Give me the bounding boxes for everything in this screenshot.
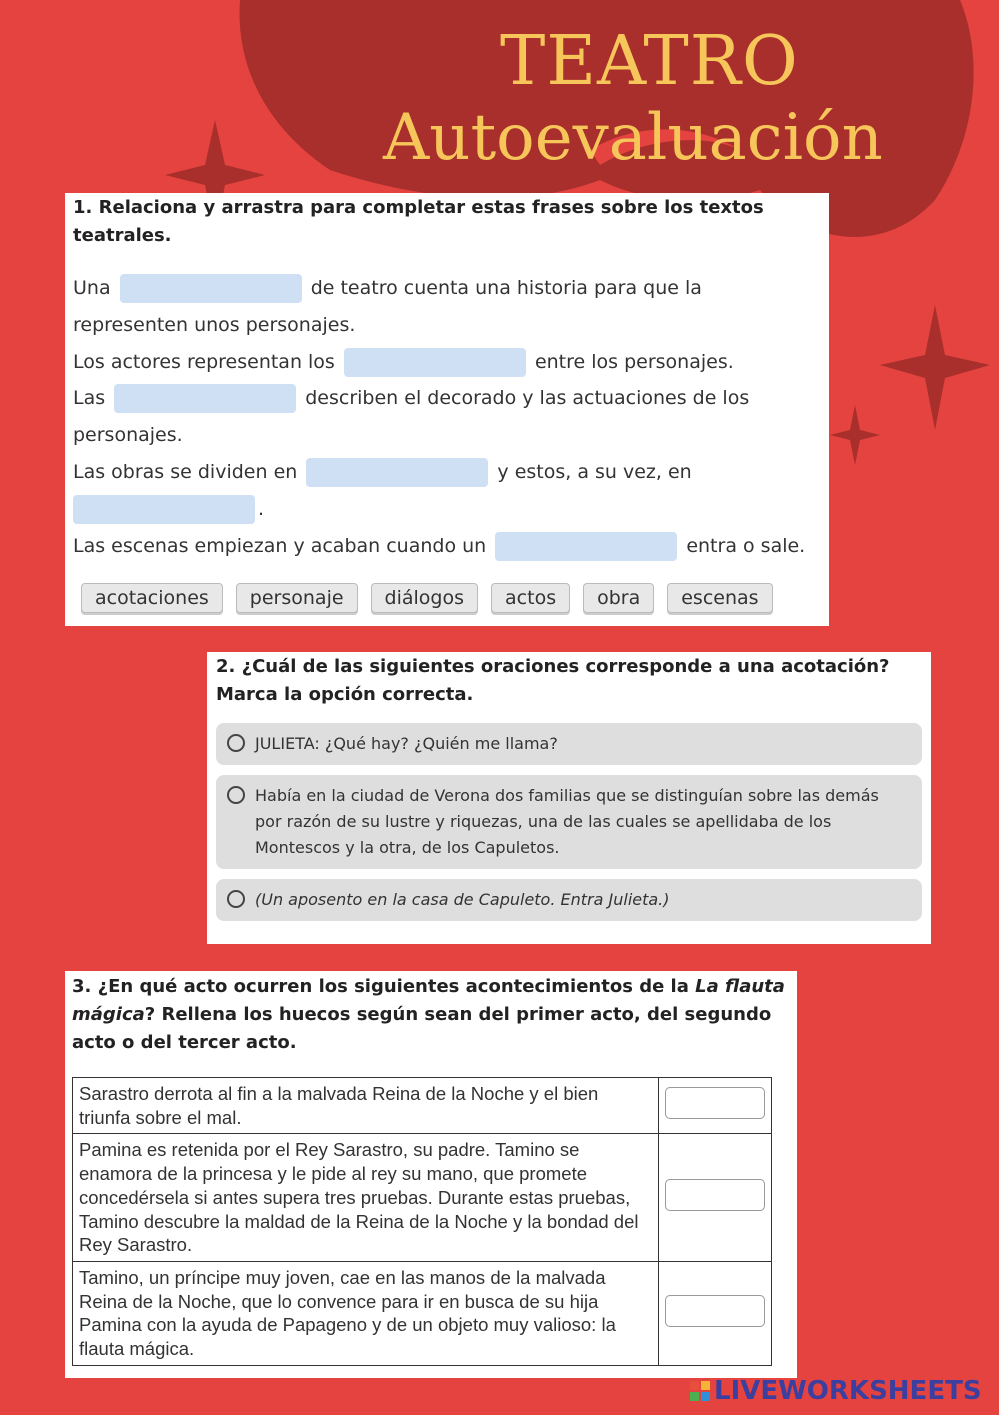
event-text: Tamino, un príncipe muy joven, cae en las manos de la malvada Reina de la Noche, que lo convence para ir en busca de su hija Pamina con la ayuda de Papageno y de un objeto muy valioso: la flauta mágica. [73,1261,659,1365]
question-2-options [216,723,922,921]
events-table [72,1077,772,1366]
drag-chip-obra[interactable]: obra [583,583,654,613]
work-title: La flauta mágica [72,976,785,1025]
prompt-text: 3. ¿En qué acto ocurren los siguientes acontecimientos de la [72,976,696,997]
answer-cell [659,1078,772,1134]
event-text: Sarastro derrota al fin a la malvada Reina de la Noche y el bien triunfa sobre el mal. [73,1078,659,1134]
option-2[interactable] [216,775,922,869]
sentence-text: entra o sale. [686,534,806,557]
radio-icon[interactable] [227,786,245,804]
drop-blank-1[interactable] [120,274,302,303]
sentence-text: Las escenas empiezan y acaban cuando un [73,534,487,557]
question-1-sentences [73,270,821,564]
option-3[interactable] [216,879,922,921]
answer-input-2[interactable] [665,1179,765,1211]
question-3-card [65,971,797,1378]
question-3-prompt [72,971,790,1057]
title-line-1: TEATRO [500,22,799,101]
table-row [73,1261,772,1365]
radio-icon[interactable] [227,890,245,908]
drop-blank-2[interactable] [344,348,526,377]
drop-blank-3[interactable] [114,384,296,413]
event-text: Pamina es retenida por el Rey Sarastro, su padre. Tamino se enamora de la princesa y le pide al rey su mano, que promete concedérsela si antes supera tres pruebas. Durante estas pruebas, Tamino descubre la maldad de la Reina de la Noche y la bondad del Rey Sarastro. [73,1134,659,1262]
drag-chip-escenas[interactable]: escenas [667,583,772,613]
answer-cell [659,1261,772,1365]
drag-options [73,583,821,613]
option-1[interactable] [216,723,922,765]
drag-chip-acotaciones[interactable]: acotaciones [81,583,223,613]
liveworksheets-logo-icon [690,1381,710,1401]
title-line-2: Autoevaluación [383,101,883,175]
sentence-text: describen el decorado y las actuaciones de los personajes. [73,387,750,447]
option-1-text: JULIETA: ¿Qué hay? ¿Quién me llama? [255,734,558,753]
liveworksheets-brand [690,1376,982,1406]
answer-input-1[interactable] [665,1087,765,1119]
sentence-text: entre los personajes. [534,350,734,373]
question-2-card [207,652,931,944]
sentence-text: Las obras se dividen en [73,460,298,483]
option-2-text: Había en la ciudad de Verona dos familias que se distinguían sobre las demás por razón de su lustre y riquezas, una de las cuales se apellidaba de los Montescos y la otra, de los Capuletos. [255,786,879,857]
drop-blank-6[interactable] [495,532,677,561]
sentence-text: Las [73,387,106,410]
sentence-text: Los actores representan los [73,350,335,373]
drag-chip-personaje[interactable]: personaje [236,583,358,613]
sentence-text: . [258,497,265,520]
sentence-text: de teatro cuenta una historia para que la representen unos personajes. [73,277,702,336]
answer-cell [659,1134,772,1262]
prompt-text: ? Rellena los huecos según sean del primer acto, del segundo acto o del tercer acto. [72,1004,772,1053]
option-3-text: (Un aposento en la casa de Capuleto. Entra Julieta.) [255,890,670,909]
answer-input-3[interactable] [665,1295,765,1327]
drop-blank-4[interactable] [306,458,488,487]
question-2-prompt: 2. ¿Cuál de las siguientes oraciones corresponde a una acotación? Marca la opción correcta. [216,656,890,705]
question-1-card [65,193,829,626]
radio-icon[interactable] [227,734,245,752]
sentence-text: y estos, a su vez, en [497,460,692,483]
drag-chip-actos[interactable]: actos [491,583,570,613]
question-1-prompt: 1. Relaciona y arrastra para completar estas frases sobre los textos teatrales. [73,197,764,246]
sentence-text: Una [73,277,111,299]
drop-blank-5[interactable] [73,495,255,524]
table-row [73,1134,772,1262]
table-row [73,1078,772,1134]
brand-wordmark: LIVEWORKSHEETS [714,1376,982,1406]
drag-chip-dialogos[interactable]: diálogos [371,583,478,613]
